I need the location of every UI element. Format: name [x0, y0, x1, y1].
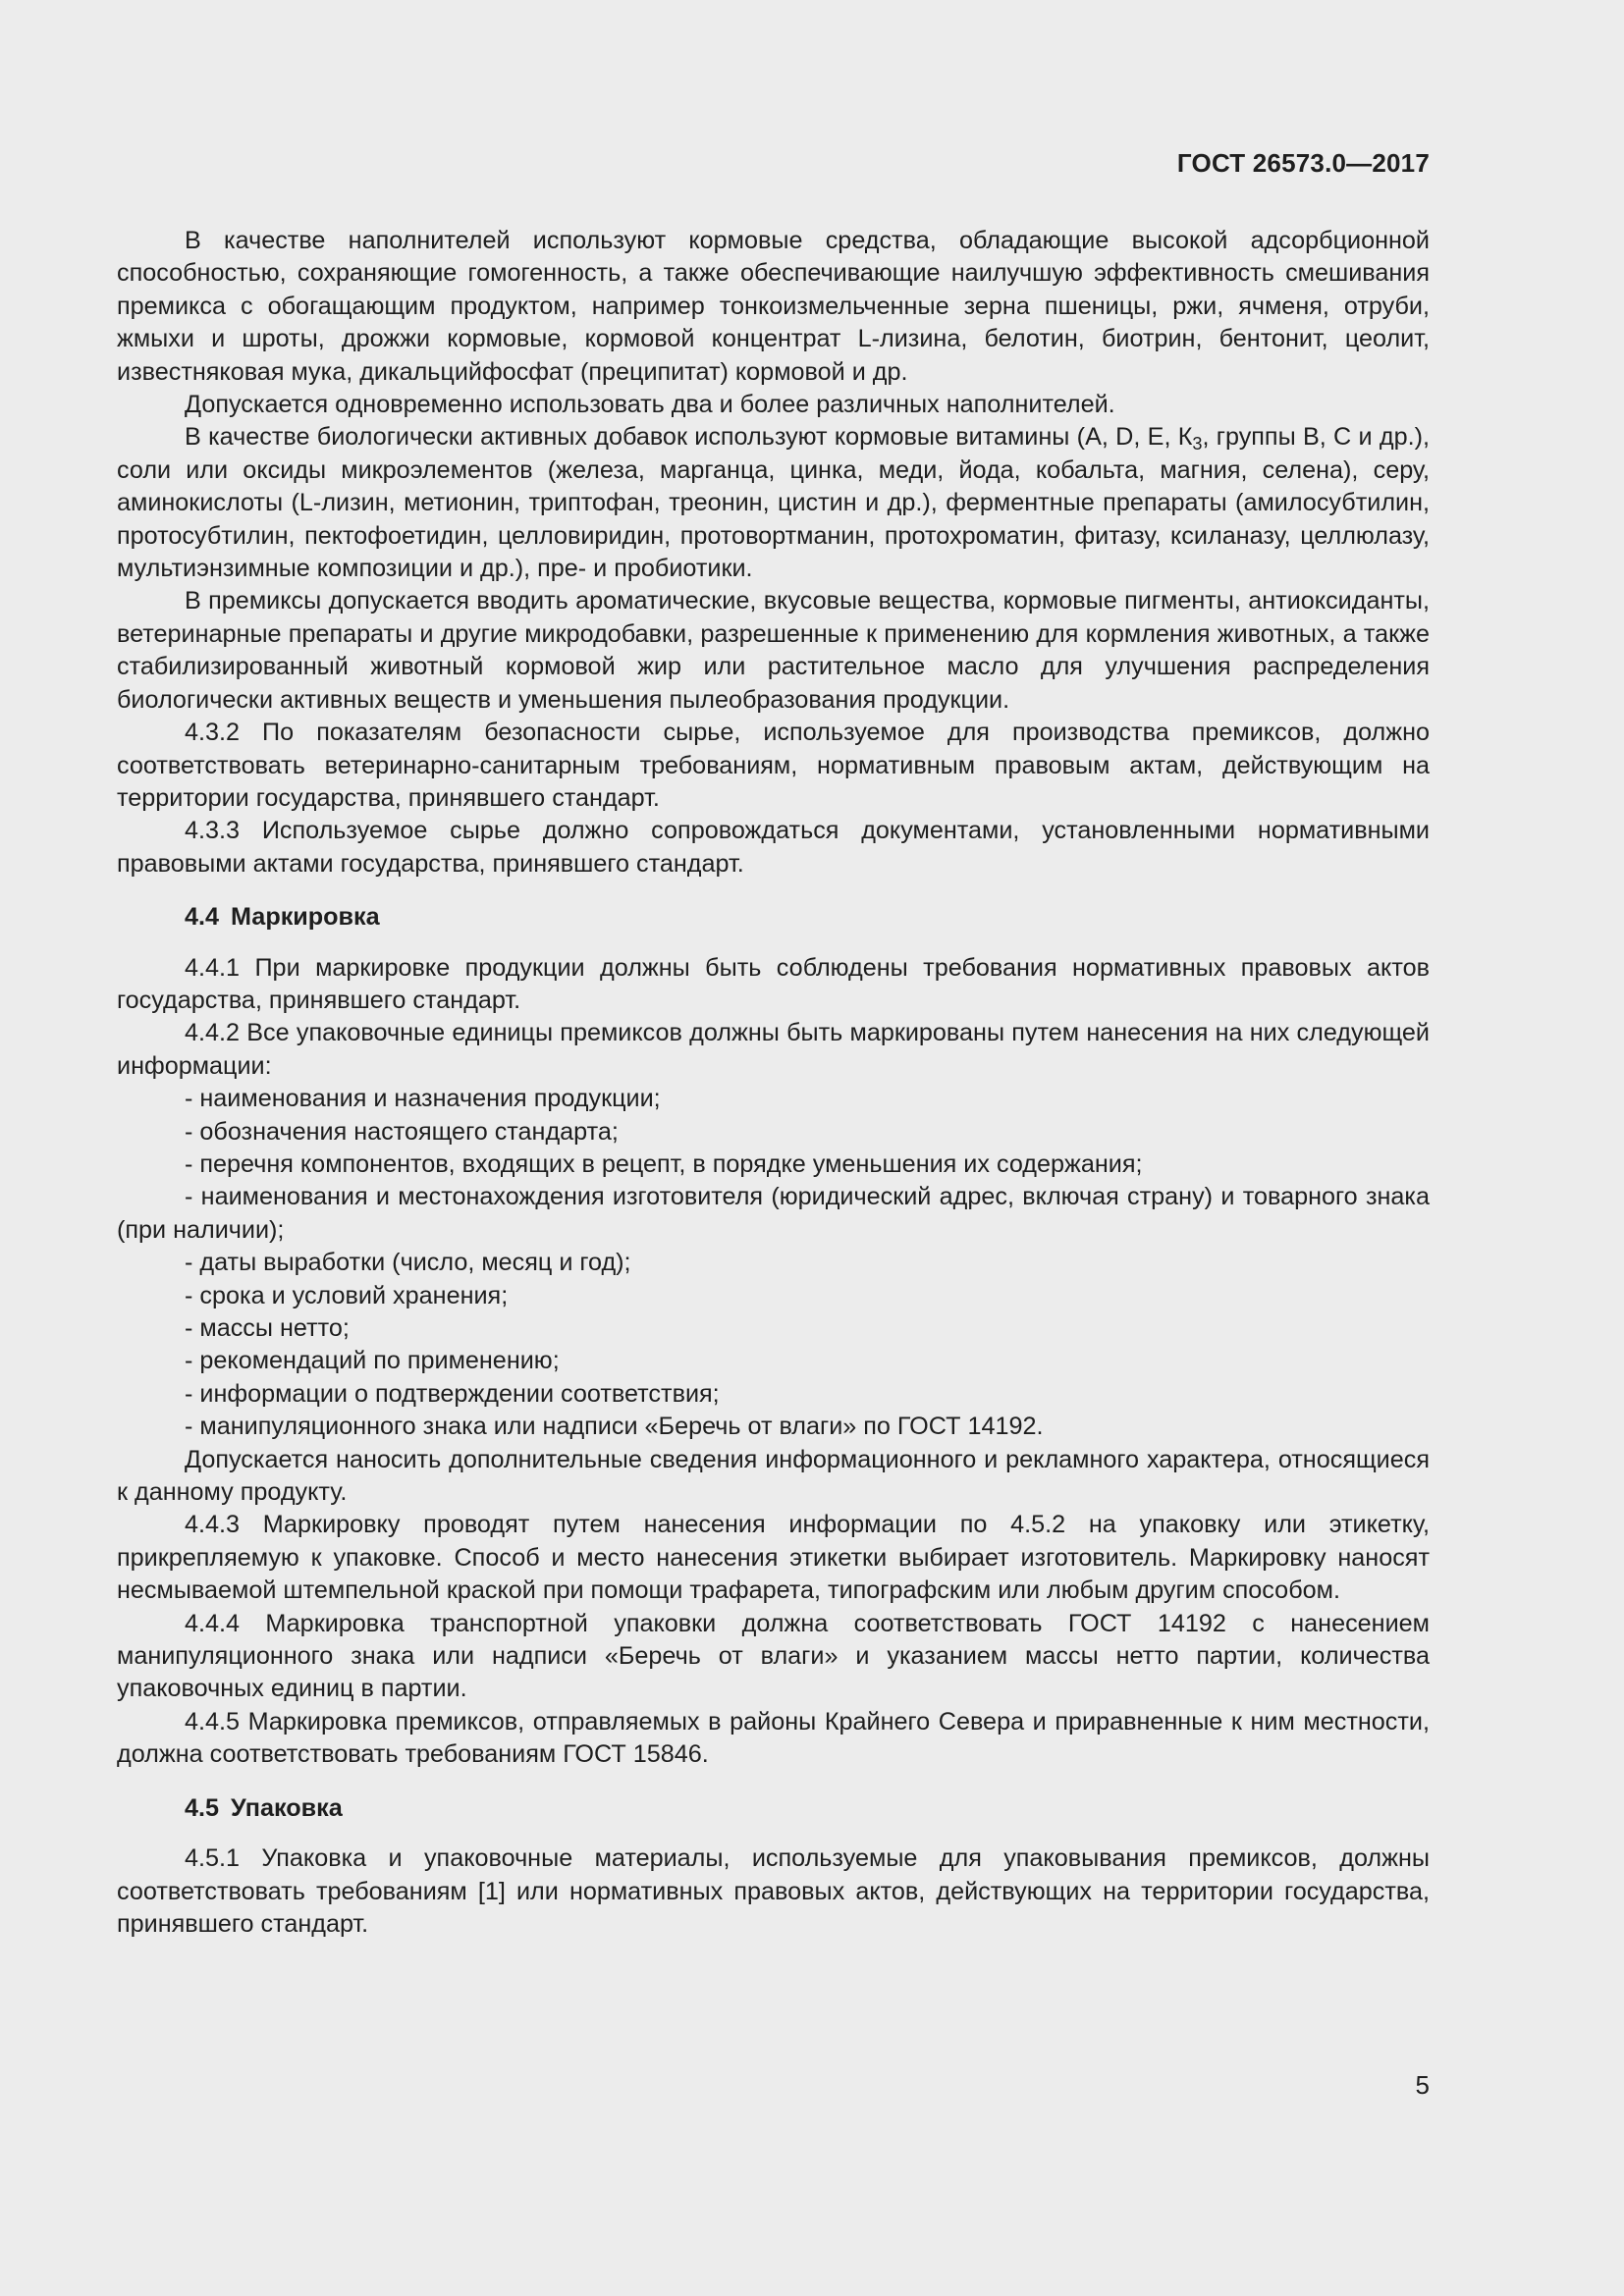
paragraph-4-4-2: 4.4.2 Все упаковочные единицы премиксов должны быть маркированы путем нанесения на них следующей информации: [117, 1019, 1430, 1080]
list-item: - массы нетто; [185, 1314, 350, 1342]
paragraph-4-3-2: 4.3.2 По показателям безопасности сырье, используемое для производства премиксов, должно соответствовать ветеринарно-санитарным требованиям, нормативным правовым актам, действующим на территории государства, принявшего стандарт. [117, 719, 1430, 812]
document-code-header: ГОСТ 26573.0—2017 [1176, 148, 1430, 178]
paragraph-4-4-4: 4.4.4 Маркировка транспортной упаковки должна соответствовать ГОСТ 14192 с нанесением манипуляционного знака или надписи «Беречь от влаги» и указанием массы нетто партии, количества упаковочных единиц в партии. [117, 1609, 1430, 1703]
paragraph-4-5-1: 4.5.1 Упаковка и упаковочные материалы, используемые для упаковывания премиксов, должны соответствовать требованиям [1] или нормативных правовых актов, действующих на территории государства, принявшего стандарт. [117, 1844, 1430, 1938]
section-heading-packaging [117, 1792, 1430, 1825]
paragraph-fillers: В качестве наполнителей используют кормовые средства, обладающие высокой адсорбционной способностью, сохраняющие гомогенность, а также обеспечивающие наилучшую эффективность смешивания премикса с обогащающим продуктом, например тонкоизмельченные зерна пшеницы, ржи, ячменя, отруби, жмыхи и шроты, дрожжи кормовые, кормовой концентрат L-лизина, белотин, биотрин, бентонит, цеолит, известняковая мука, дикальцийфосфат (преципитат) кормовой и др. [117, 227, 1430, 386]
list-item: - срока и условий хранения; [185, 1281, 509, 1309]
list-item: - рекомендаций по применению; [185, 1347, 560, 1375]
section-title: Маркировка [231, 903, 380, 932]
section-title: Упаковка [231, 1793, 343, 1822]
list-item: - манипуляционного знака или надписи «Беречь от влаги» по ГОСТ 14192. [185, 1413, 1044, 1441]
list-item: - обозначения настоящего стандарта; [185, 1117, 619, 1146]
document-page [117, 0, 1430, 2296]
paragraph-4-4-3: 4.4.3 Маркировку проводят путем нанесения информации по 4.5.2 на упаковку или этикетку, прикрепляемую к упаковке. Способ и место нанесения этикетки выбирает изготовитель. Маркировку наносят несмываемой штемпельной краской при помощи трафарета, типографским или любым другим способом. [117, 1511, 1430, 1605]
list-item: - наименования и назначения продукции; [185, 1085, 661, 1113]
paragraph-multiple-fillers: Допускается одновременно использовать два и более различных наполнителей. [185, 391, 1115, 419]
paragraph-4-4-1: 4.4.1 При маркировке продукции должны быть соблюдены требования нормативных правовых актов государства, принявшего стандарт. [117, 953, 1430, 1014]
list-item: - даты выработки (число, месяц и год); [185, 1249, 631, 1277]
section-number: 4.4 [185, 903, 220, 932]
paragraph-4-4-5: 4.4.5 Маркировка премиксов, отправляемых в районы Крайнего Севера и приравненные к ним местности, должна соответствовать требованиям ГОСТ 15846. [117, 1707, 1430, 1769]
paragraph-additional-info: Допускается наносить дополнительные сведения информационного и рекламного характера, относящиеся к данному продукту. [117, 1445, 1430, 1507]
bioactive-text-start: В качестве биологически активных добавок используют кормовые витамины (А, D, Е, К [185, 423, 1193, 452]
paragraph-flavorings: В премиксы допускается вводить ароматические, вкусовые вещества, кормовые пигменты, антиоксиданты, ветеринарные препараты и другие микродобавки, разрешенные к применению для кормления животных, а также стабилизированный животный кормовой жир или растительное масло для улучшения распределения биологически активных веществ и уменьшения пылеобразования продукции. [117, 587, 1430, 714]
document-body [117, 225, 1430, 1941]
paragraph-bioactive-additives [117, 421, 1430, 585]
list-item: - перечня компонентов, входящих в рецепт, в порядке уменьшения их содержания; [185, 1149, 1143, 1178]
list-item: - информации о подтверждении соответствия; [185, 1379, 720, 1408]
section-heading-marking [117, 901, 1430, 934]
paragraph-4-3-3: 4.3.3 Используемое сырье должно сопровождаться документами, установленными нормативными правовыми актами государства, принявшего стандарт. [117, 817, 1430, 878]
bioactive-text-end: , группы В, С и др.), соли или оксиды микроэлементов (железа, марганца, цинка, меди, йода, кобальта, магния, селена), серу, аминокислоты (L-лизин, метионин, триптофан, треонин, цистин и др.), ферментные препараты (амилосубтилин, протосубтилин, пектофоетидин, целловиридин, протовортманин, протохроматин, фитазу, ксиланазу, целлюлазу, мультиэнзимные композиции и др.), пре- и пробиотики. [117, 423, 1430, 583]
section-number: 4.5 [185, 1793, 220, 1822]
vitamin-k-subscript: 3 [1192, 434, 1203, 454]
page-number: 5 [1415, 2070, 1430, 2100]
list-item: - наименования и местонахождения изготовителя (юридический адрес, включая страну) и товарного знака (при наличии); [117, 1183, 1430, 1244]
